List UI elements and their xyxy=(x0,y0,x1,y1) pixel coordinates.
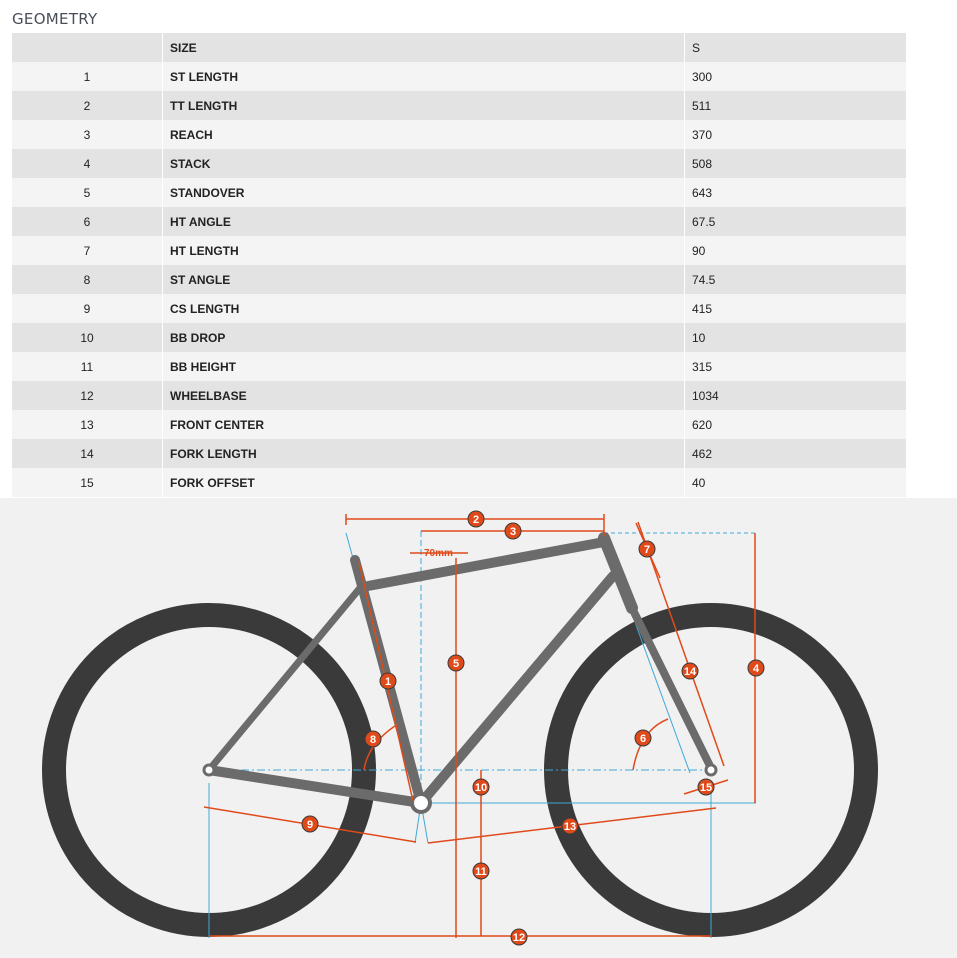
badge-3 xyxy=(505,523,521,539)
row-label-cell: BB HEIGHT xyxy=(163,352,685,381)
badge-label: 9 xyxy=(306,819,314,831)
row-number-cell: 2 xyxy=(12,91,163,120)
badge-label: 15 xyxy=(699,782,713,794)
rear-axle xyxy=(204,765,214,775)
row-label-cell: STANDOVER xyxy=(163,178,685,207)
row-number-cell: 1 xyxy=(12,62,163,91)
row-label-cell: FRONT CENTER xyxy=(163,410,685,439)
badge-9 xyxy=(302,816,318,832)
row-label-cell: HT ANGLE xyxy=(163,207,685,236)
row-label-cell: CS LENGTH xyxy=(163,294,685,323)
table-row xyxy=(12,439,907,468)
offset-mm-label: 70mm xyxy=(424,548,453,559)
row-value-cell: 40 xyxy=(685,468,907,497)
row-value-cell: 90 xyxy=(685,236,907,265)
row-value-cell: 315 xyxy=(685,352,907,381)
row-number-cell: 15 xyxy=(12,468,163,497)
header-num-cell xyxy=(12,33,163,62)
badge-label: 11 xyxy=(475,866,487,878)
page-title: GEOMETRY xyxy=(12,10,98,28)
row-number-cell: 7 xyxy=(12,236,163,265)
row-number-cell: 4 xyxy=(12,149,163,178)
row-label-cell: REACH xyxy=(163,120,685,149)
bike-geometry-svg xyxy=(0,498,957,958)
header-size-cell: SIZE xyxy=(163,33,685,62)
badge-15 xyxy=(698,779,714,795)
table-header-row xyxy=(12,33,907,62)
badge-14 xyxy=(682,663,698,679)
row-label-cell: FORK LENGTH xyxy=(163,439,685,468)
geometry-diagram xyxy=(0,498,957,958)
row-number-cell: 10 xyxy=(12,323,163,352)
table-row xyxy=(12,178,907,207)
badge-13 xyxy=(562,818,578,834)
badge-10 xyxy=(473,779,489,795)
table-row xyxy=(12,381,907,410)
badge-1 xyxy=(380,673,396,689)
table-row xyxy=(12,410,907,439)
badge-label: 10 xyxy=(474,782,488,794)
row-value-cell: 462 xyxy=(685,439,907,468)
row-label-cell: TT LENGTH xyxy=(163,91,685,120)
badge-label: 8 xyxy=(369,734,377,746)
table-row xyxy=(12,294,907,323)
row-value-cell: 620 xyxy=(685,410,907,439)
row-value-cell: 508 xyxy=(685,149,907,178)
row-label-cell: STACK xyxy=(163,149,685,178)
badge-label: 14 xyxy=(683,666,697,678)
badge-6 xyxy=(635,730,651,746)
row-label-cell: BB DROP xyxy=(163,323,685,352)
row-number-cell: 3 xyxy=(12,120,163,149)
header-size-value-cell: S xyxy=(685,33,907,62)
row-value-cell: 10 xyxy=(685,323,907,352)
row-number-cell: 5 xyxy=(12,178,163,207)
table-row xyxy=(12,468,907,497)
row-value-cell: 643 xyxy=(685,178,907,207)
badge-label: 4 xyxy=(752,663,760,675)
badge-label: 7 xyxy=(643,544,651,556)
row-label-cell: WHEELBASE xyxy=(163,381,685,410)
row-number-cell: 13 xyxy=(12,410,163,439)
row-number-cell: 9 xyxy=(12,294,163,323)
row-label-cell: FORK OFFSET xyxy=(163,468,685,497)
badge-4 xyxy=(748,660,764,676)
bottom-bracket xyxy=(412,794,430,812)
table-row xyxy=(12,91,907,120)
table-row xyxy=(12,62,907,91)
badge-7 xyxy=(639,541,655,557)
row-number-cell: 11 xyxy=(12,352,163,381)
geometry-table xyxy=(12,33,907,497)
badge-8 xyxy=(365,731,381,747)
badge-label: 2 xyxy=(472,514,480,526)
row-value-cell: 415 xyxy=(685,294,907,323)
row-number-cell: 6 xyxy=(12,207,163,236)
row-number-cell: 12 xyxy=(12,381,163,410)
row-number-cell: 8 xyxy=(12,265,163,294)
table-row xyxy=(12,352,907,381)
badge-12 xyxy=(511,929,527,945)
bike-frame xyxy=(209,538,712,803)
row-label-cell: ST LENGTH xyxy=(163,62,685,91)
badge-label: 12 xyxy=(512,932,526,944)
badge-label: 3 xyxy=(509,526,517,538)
row-label-cell: HT LENGTH xyxy=(163,236,685,265)
badge-11 xyxy=(473,863,489,879)
row-value-cell: 511 xyxy=(685,91,907,120)
table-row xyxy=(12,323,907,352)
table-row xyxy=(12,265,907,294)
table-row xyxy=(12,207,907,236)
table-row xyxy=(12,120,907,149)
table-row xyxy=(12,236,907,265)
badge-label: 1 xyxy=(384,676,392,688)
badge-label: 6 xyxy=(639,733,647,745)
front-axle xyxy=(706,765,716,775)
row-value-cell: 74.5 xyxy=(685,265,907,294)
row-value-cell: 1034 xyxy=(685,381,907,410)
row-value-cell: 300 xyxy=(685,62,907,91)
badge-5 xyxy=(448,655,464,671)
badge-label: 13 xyxy=(563,821,577,833)
table-row xyxy=(12,149,907,178)
badge-label: 5 xyxy=(452,658,460,670)
badge-2 xyxy=(468,511,484,527)
row-number-cell: 14 xyxy=(12,439,163,468)
row-value-cell: 370 xyxy=(685,120,907,149)
row-label-cell: ST ANGLE xyxy=(163,265,685,294)
row-value-cell: 67.5 xyxy=(685,207,907,236)
